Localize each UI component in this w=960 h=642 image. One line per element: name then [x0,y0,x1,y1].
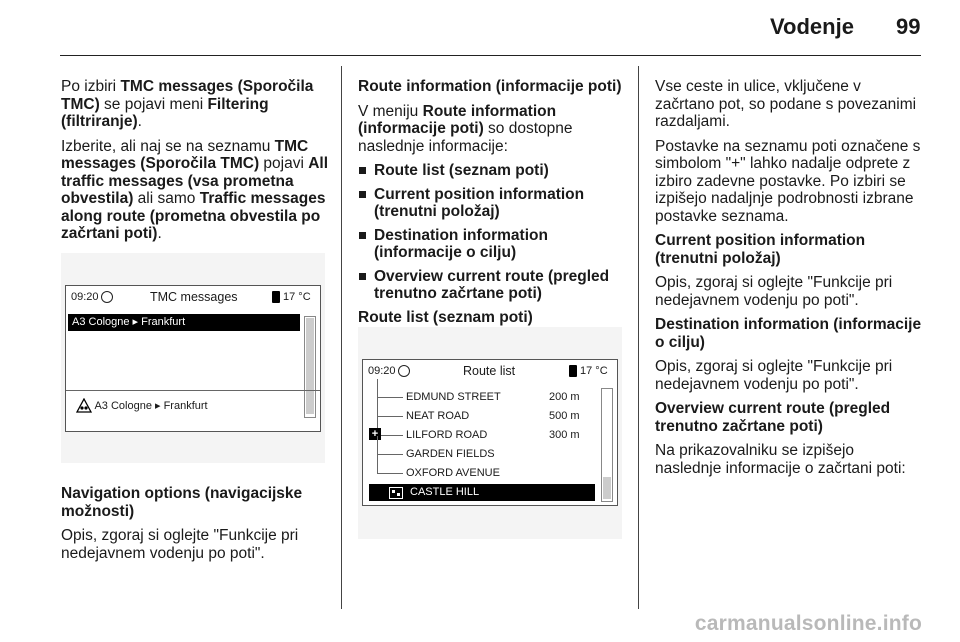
tmc-display [65,285,321,432]
route-row-selected[interactable] [369,484,595,501]
street-name: NEAT ROAD [406,410,470,422]
text: Izberite, ali naj se na seznamu [61,137,275,155]
tmc-detail [76,398,208,414]
tmc-screenshot [61,253,325,463]
clock-icon [398,365,410,377]
paragraph [358,103,626,156]
traffic-warning-icon [76,398,92,414]
text: se pojavi meni [99,95,208,113]
bullet-item: Route list (seznam poti) [358,162,626,180]
temperature: 17 °C [569,365,608,377]
display-header [66,286,320,310]
destination-flag-icon [389,487,403,499]
paragraph: Opis, zgoraj si oglejte "Funkcije pri nedejavnem vodenju po poti". [655,274,893,309]
display-header [363,360,617,384]
bullet-icon [359,232,366,239]
menu-term: TMC messages (Sporočila TMC) [61,78,314,113]
route-list-display [362,359,618,506]
scrollbar[interactable] [601,388,613,502]
bullet-icon [359,273,366,280]
paragraph: Opis, zgoraj si oglejte "Funkcije pri nedejavnem vodenju po poti". [61,527,299,562]
clock-readout: 09:20 [71,291,113,303]
bullet-icon [359,167,366,174]
street-name: LILFORD ROAD [406,429,488,441]
paragraph [61,78,329,131]
paragraph [61,138,329,243]
bullet-item: Current position information (trenutni položaj) [358,186,626,221]
section-heading: Navigation options (navigacijske možnosti) [61,485,303,520]
section-heading: Overview current route (pregled trenutno začrtane poti) [655,400,891,435]
text: Po izbiri [61,78,121,95]
bullet-icon [359,191,366,198]
display-title: TMC messages [150,290,238,304]
column-divider [638,66,639,609]
menu-term: TMC messages (Sporočila TMC) [61,137,309,172]
expand-plus-icon[interactable]: + [369,428,381,440]
page-number: 99 [896,14,921,39]
route-row[interactable] [371,426,599,444]
chapter-title: Vodenje [770,14,854,39]
text: so dostopne naslednje informacije: [358,120,573,155]
footer-watermark[interactable]: carmanualsonline.info [694,612,922,635]
section-heading: Destination information (informacije o cilju) [655,316,922,351]
tmc-detail-text: A3 Cologne ▸ Frankfurt [94,399,208,412]
route-row[interactable] [371,445,599,463]
column-middle [358,78,626,333]
menu-term: Route information (informacije poti) [358,102,557,137]
text: pojavi [259,155,309,172]
thermometer-icon [569,365,577,377]
clock-readout: 09:20 [368,365,410,377]
street-name: GARDEN FIELDS [406,448,495,460]
scrollbar[interactable] [304,316,316,418]
header-rule [60,55,921,56]
column-left-bottom [61,485,329,569]
paragraph: Postavke na seznamu poti označene s simbolom "+" lahko nadalje odprete z izbiro zadevne postavke. Po izbiri se izpišejo nadaljnje podrobnosti izbrane postavke seznama. [655,137,921,225]
column-divider [341,66,342,609]
paragraph: Na prikazovalniku se izpišejo naslednje informacije o začrtani poti: [655,442,906,477]
section-heading: Route information (informacije poti) [358,78,622,95]
temperature: 17 °C [272,291,311,303]
text: . [157,225,162,242]
column-right [655,78,923,484]
paragraph: Vse ceste in ulice, vključene v začrtano pot, so podane s povezanimi razdaljami. [655,78,917,130]
text: ali samo [133,190,200,207]
distance: 500 m [549,410,580,422]
clock-icon [101,291,113,303]
bullet-item: Destination information (informacije o cilju) [358,227,626,262]
text: . [137,113,142,130]
section-heading: Route list (seznam poti) [358,308,533,326]
menu-term: All traffic messages (vsa prometna obvestila) [61,155,329,207]
menu-term: Filtering (filtriranje) [61,95,269,130]
route-row[interactable] [371,464,599,482]
divider [66,390,320,391]
column-left [61,78,329,250]
text: V meniju [358,102,423,120]
street-name: CASTLE HILL [410,486,480,498]
route-row[interactable] [371,407,599,425]
distance: 300 m [549,429,580,441]
distance: 200 m [549,391,580,403]
display-title: Route list [463,364,516,378]
tmc-message-selected[interactable]: A3 Cologne ▸ Frankfurt [68,314,300,331]
street-name: EDMUND STREET [406,391,501,403]
bullet-item: Overview current route (pregled trenutno začrtane poti) [358,268,626,303]
route-row[interactable] [371,388,599,406]
route-list-screenshot [358,327,622,539]
street-name: OXFORD AVENUE [406,467,500,479]
menu-term: Traffic messages along route (prometna obvestila po začrtani poti) [61,190,326,242]
paragraph: Opis, zgoraj si oglejte "Funkcije pri nedejavnem vodenju po poti". [655,358,893,393]
section-heading: Current position information (trenutni položaj) [655,232,866,267]
thermometer-icon [272,291,280,303]
